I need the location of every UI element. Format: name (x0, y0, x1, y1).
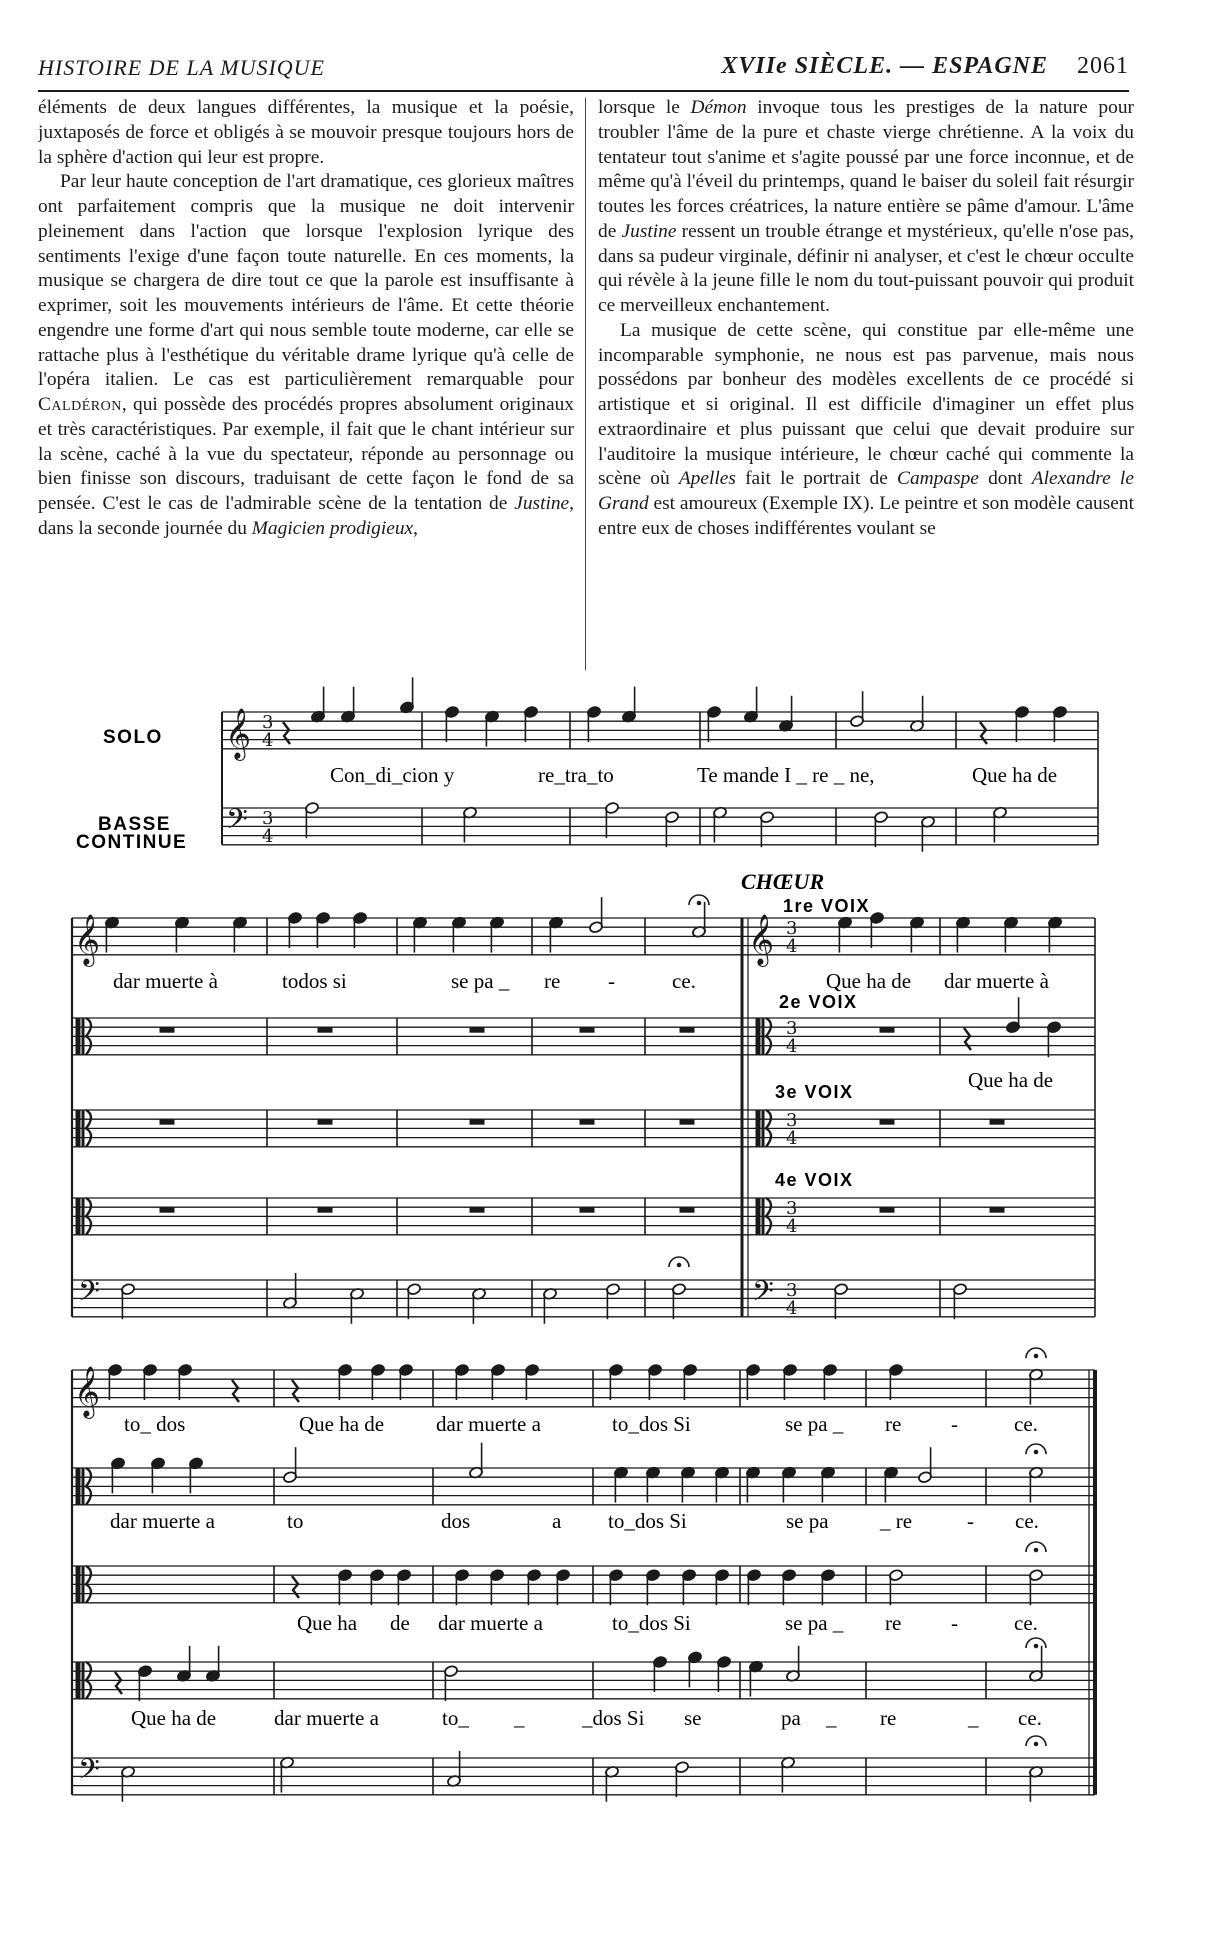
lyric: Que ha de (972, 763, 1058, 787)
lyric: ce. (672, 969, 696, 993)
whole-rest (580, 1207, 594, 1212)
lyric: - (951, 1611, 958, 1635)
lyric: Que ha (297, 1611, 358, 1635)
rest (232, 1380, 239, 1402)
lyric: to_ (442, 1706, 469, 1730)
voice4-label: 4e VOIX (775, 1170, 854, 1190)
whole-rest (470, 1119, 484, 1124)
lyric: to_ dos (124, 1412, 186, 1436)
time-signature: 4 (786, 1216, 798, 1237)
lyric: re (885, 1611, 902, 1635)
whole-rest (880, 1207, 894, 1212)
c-clef (76, 1468, 80, 1505)
fermata-dot (697, 901, 701, 905)
c-clef (76, 1018, 80, 1055)
lyric: ce. (1014, 1412, 1038, 1436)
time-signature: 4 (786, 1036, 798, 1057)
c-clef (762, 1110, 764, 1147)
lyric: todos si (282, 969, 347, 993)
whole-rest (160, 1119, 174, 1124)
lyric: Que ha de (826, 969, 912, 993)
c-clef (756, 1110, 760, 1147)
lyric: Que ha de (299, 1412, 385, 1436)
lyric: se pa _ (451, 969, 510, 993)
whole-rest (680, 1119, 694, 1124)
lyric: Que ha de (131, 1706, 217, 1730)
time-signature: 4 (262, 826, 274, 847)
rest (115, 1672, 122, 1694)
c-clef (82, 1662, 84, 1699)
fermata-dot (677, 1263, 681, 1267)
lyric: Te mande I _ re _ ne, (697, 763, 875, 787)
whole-rest (580, 1119, 594, 1124)
whole-rest (880, 1027, 894, 1032)
bass-label: BASSE (98, 814, 171, 835)
time-signature: 4 (786, 1298, 798, 1319)
page-number: 2061 (1077, 53, 1129, 79)
paragraph: éléments de deux langues différentes, la musique et la poésie, juxtaposés de force et obligés à se mouvoir presque toujours hors de la sphère d'action qui leur est propre. (38, 97, 574, 168)
c-clef (82, 1468, 84, 1505)
lyric: _ re (880, 1509, 913, 1533)
lyric: de (390, 1611, 410, 1635)
lyric: dar muerte a (438, 1611, 543, 1635)
lyric: dos (441, 1509, 471, 1533)
time-signature: 4 (786, 1128, 798, 1149)
time-signature: 3 (786, 1018, 798, 1039)
paragraph: lorsque le Démon invoque tous les prestiges de la nature pour troubler l'âme de la pure et chaste vierge chrétienne. A la voix du tentateur tout s'anime et s'agite poussé par une force inconnue, et de même qu'à l'éveil du printemps, quand le baiser du soleil fait résurgir toutes les forces créatrices, la nature entière se pâme d'amour. L'âme de Justine ressent un trouble étrange et mystérieux, qu'elle n'ose pas, dans sa pudeur virginale, définir ni analyser, et c'est le chœur occulte qui révèle à la jeune fille le nom du tout-puissant pouvoir qui produit ce merveilleux enchantement. (598, 97, 1134, 316)
fermata-dot (1034, 1450, 1038, 1454)
lyric: a (552, 1509, 562, 1533)
bass-clef: 𝄢 (752, 1275, 774, 1315)
time-signature: 4 (262, 730, 274, 751)
lyric: dar muerte à (113, 969, 218, 993)
lyric: _ (826, 1706, 837, 1730)
rest (292, 1576, 299, 1598)
c-clef (82, 1566, 84, 1603)
lyric: dar muerte à (944, 969, 1049, 993)
lyric: se (684, 1706, 702, 1730)
whole-rest (470, 1207, 484, 1212)
whole-rest (318, 1027, 332, 1032)
c-clef (762, 1018, 764, 1055)
lyric: re (885, 1412, 902, 1436)
lyric: _ (968, 1706, 979, 1730)
time-signature: 3 (786, 1280, 798, 1301)
lyric: - (967, 1509, 974, 1533)
lyric: ce. (1014, 1611, 1038, 1635)
c-clef (762, 1198, 764, 1235)
lyric: Que ha de (968, 1068, 1054, 1092)
rest (283, 722, 290, 744)
c-clef (76, 1566, 80, 1603)
lyric: to_dos Si (612, 1412, 691, 1436)
rest (964, 1028, 971, 1050)
lyric: pa (781, 1706, 801, 1730)
voice2-label: 2e VOIX (779, 992, 858, 1012)
bass-clef: 𝄢 (78, 1275, 100, 1315)
lyric: re_tra_to (538, 763, 614, 787)
lyric: _dos Si (582, 1706, 645, 1730)
time-signature: 3 (786, 918, 798, 939)
lyric: ce. (1018, 1706, 1042, 1730)
fermata-dot (1034, 1354, 1038, 1358)
whole-rest (990, 1119, 1004, 1124)
voice3-label: 3e VOIX (775, 1082, 854, 1102)
lyric: se pa (786, 1509, 829, 1533)
author-name: Caldéron (38, 394, 122, 415)
whole-rest (680, 1027, 694, 1032)
whole-rest (318, 1207, 332, 1212)
time-signature: 3 (262, 712, 274, 733)
treble-clef: 𝄞 (74, 914, 101, 965)
running-title: HISTOIRE DE LA MUSIQUE (38, 55, 325, 80)
time-signature: 3 (786, 1110, 798, 1131)
whole-rest (990, 1207, 1004, 1212)
lyric: _ (514, 1706, 525, 1730)
whole-rest (680, 1207, 694, 1212)
c-clef (82, 1198, 84, 1235)
time-signature: 3 (262, 808, 274, 829)
c-clef (76, 1198, 80, 1235)
rest (980, 722, 987, 744)
voice1-label: 1re VOIX (783, 896, 871, 916)
c-clef (756, 1018, 760, 1055)
c-clef (756, 1198, 760, 1235)
rest (292, 1380, 299, 1402)
c-clef (82, 1018, 84, 1055)
fermata-dot (1034, 1742, 1038, 1746)
lyric: - (608, 969, 615, 993)
paragraph: Par leur haute conception de l'art dramatique, ces glorieux maîtres ont parfaitement compris que la musique ne doit intervenir pleinement dans l'action que lorsque l'explosion lyrique des sentiments l'exige d'une façon toute naturelle. En ces moments, la musique se chargera de dire tout ce que la parole est insuffisante à exprimer, soit les mouvements intérieurs de l'âme. Et cette théorie engendre une forme d'art qui nous semble toute moderne, car elle se rattache plus à l'esthétique du véritable drame lyrique qu'à celle de l'opéra italien. Le cas est particulièrement remarquable pour Caldéron, qui possède des procédés propres absolument originaux et très caractéristiques. Par exemple, il fait que le chant intérieur sur la scène, caché à la vue du spectateur, réponde au personnage ou bien finisse son discours, traduisant de cette façon le fond de sa pensée. C'est le cas de l'admirable scène de la tentation de Justine, dans la seconde journée du Magicien prodigieux, (38, 171, 574, 539)
lyric: ce. (1015, 1509, 1039, 1533)
lyric: se pa _ (785, 1611, 844, 1635)
whole-rest (880, 1119, 894, 1124)
bass-label-2: CONTINUE (76, 832, 188, 853)
lyric: - (951, 1412, 958, 1436)
solo-label: SOLO (103, 727, 163, 748)
section-label: XVIIe SIÈCLE. — ESPAGNE (721, 53, 1048, 79)
whole-rest (318, 1119, 332, 1124)
treble-clef: 𝄞 (74, 1366, 101, 1417)
treble-clef: 𝄞 (748, 914, 775, 965)
bass-clef: 𝄢 (226, 803, 248, 843)
time-signature: 3 (786, 1198, 798, 1219)
c-clef (82, 1110, 84, 1147)
lyric: se pa _ (785, 1412, 844, 1436)
lyric: dar muerte a (436, 1412, 541, 1436)
lyric: to_dos Si (608, 1509, 687, 1533)
fermata-dot (1034, 1644, 1038, 1648)
lyric: Con_di_cion y (330, 763, 455, 787)
treble-clef: 𝄞 (225, 708, 252, 759)
fermata-dot (1034, 1548, 1038, 1552)
whole-rest (160, 1207, 174, 1212)
lyric: re (880, 1706, 897, 1730)
whole-rest (580, 1027, 594, 1032)
lyric: to_dos Si (612, 1611, 691, 1635)
c-clef (76, 1110, 80, 1147)
whole-rest (160, 1027, 174, 1032)
lyric: to (287, 1509, 304, 1533)
bass-clef: 𝄢 (78, 1753, 100, 1793)
whole-rest (470, 1027, 484, 1032)
choeur-label: CHŒUR (741, 869, 825, 894)
lyric: re (544, 969, 561, 993)
lyric: dar muerte a (110, 1509, 215, 1533)
paragraph: La musique de cette scène, qui constitue par elle-même une incomparable symphonie, ne nous est pas parvenue, mais nous possédons par bonheur des modèles excellents de ce procédé si artistique et si original. Il est difficile d'imaginer un effet plus extraordinaire et plus puissant que celui que devait produire sur l'auditoire la musique intérieure, le chœur caché qui commente la scène où Apelles fait le portrait de Campaspe dont Alexandre le Grand est amoureux (Exemple IX). Le peintre et son modèle causent entre eux de choses indifférentes voulant se (598, 319, 1134, 539)
lyric: dar muerte a (274, 1706, 379, 1730)
c-clef (76, 1662, 80, 1699)
time-signature: 4 (786, 936, 798, 957)
